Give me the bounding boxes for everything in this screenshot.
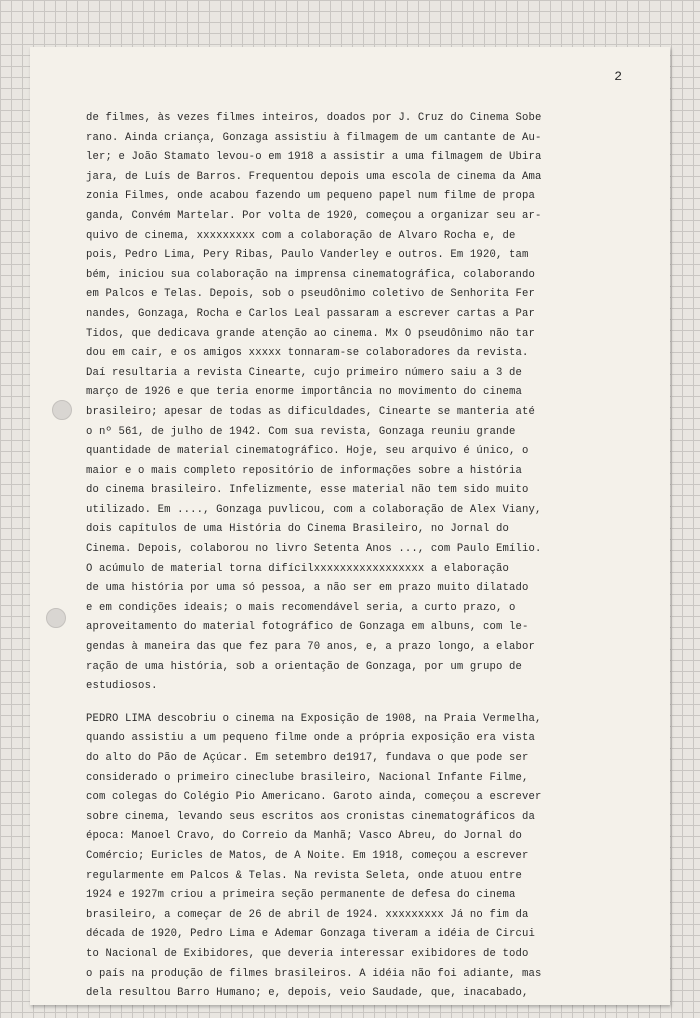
text-line: quantidade de material cinematográfico. Hoje, seu arquivo é único, o bbox=[86, 445, 529, 458]
text-line: Tidos, que dedicava grande atenção ao cinema. Mx O pseudônimo não tar bbox=[86, 327, 536, 340]
text-line: quivo de cinema, xxxxxxxxx com a colaboração de Alvaro Rocha e, de bbox=[86, 229, 516, 242]
body-text bbox=[86, 109, 646, 1004]
text-line: época: Manoel Cravo, do Correio da Manhã; Vasco Abreu, do Jornal do bbox=[86, 830, 522, 843]
text-line: regularmente em Palcos & Telas. Na revista Seleta, onde atuou entre bbox=[86, 869, 522, 882]
paragraph-gap bbox=[86, 697, 646, 710]
text-line: março de 1926 e que teria enorme importância no movimento do cinema bbox=[86, 386, 522, 399]
text-line: maior e o mais completo repositório de informações sobre a história bbox=[86, 464, 522, 477]
punch-hole bbox=[52, 400, 72, 420]
text-line: sobre cinema, levando seus escritos aos cronistas cinematográficos da bbox=[86, 810, 536, 823]
text-line: brasileiro; apesar de todas as dificuldades, Cinearte se manteria até bbox=[86, 405, 536, 418]
text-line: Daí resultaria a revista Cinearte, cujo primeiro número saiu a 3 de bbox=[86, 366, 522, 379]
text-line: ler; e João Stamato levou-o em 1918 a assistir a uma filmagem de Ubira bbox=[86, 151, 542, 164]
text-line: o nº 561, de julho de 1942. Com sua revista, Gonzaga reuniu grande bbox=[86, 425, 516, 438]
text-line: nandes, Gonzaga, Rocha e Carlos Leal passaram a escrever cartas a Par bbox=[86, 307, 536, 320]
text-line: O acúmulo de material torna difícilxxxxxxxxxxxxxxxxx a elaboração bbox=[86, 562, 509, 575]
text-line: década de 1920, Pedro Lima e Ademar Gonzaga tiveram a idéia de Circui bbox=[86, 928, 536, 941]
text-line: to Nacional de Exibidores, que deveria interessar exibidores de todo bbox=[86, 947, 529, 960]
text-line: ganda, Convém Martelar. Por volta de 1920, começou a organizar seu ar- bbox=[86, 209, 542, 222]
text-line: dois capítulos de uma História do Cinema Brasileiro, no Jornal do bbox=[86, 523, 509, 536]
text-line: rano. Ainda criança, Gonzaga assistiu à filmagem de um cantante de Au- bbox=[86, 131, 542, 144]
text-line: brasileiro, a começar de 26 de abril de 1924. xxxxxxxxx Já no fim da bbox=[86, 908, 529, 921]
page-number: 2 bbox=[614, 69, 622, 84]
text-line: estudiosos. bbox=[86, 680, 158, 693]
text-line: dela resultou Barro Humano; e, depois, veio Saudade, que, inacabado, bbox=[86, 987, 529, 1000]
text-line: com colegas do Colégio Pio Americano. Garoto ainda, começou a escrever bbox=[86, 791, 542, 804]
text-line: e em condições ideais; o mais recomendável seria, a curto prazo, o bbox=[86, 601, 516, 614]
text-line: pois, Pedro Lima, Pery Ribas, Paulo Vanderley e outros. Em 1920, tam bbox=[86, 249, 529, 262]
text-line: do cinema brasileiro. Infelizmente, esse material não tem sido muito bbox=[86, 484, 529, 497]
paragraph-2 bbox=[86, 710, 646, 1004]
text-line: aproveitamento do material fotográfico de Gonzaga em albuns, com le- bbox=[86, 621, 529, 634]
text-line: o país na produção de filmes brasileiros. A idéia não foi adiante, mas bbox=[86, 967, 542, 980]
text-line: do alto do Pão de Açúcar. Em setembro de1917, fundava o que pode ser bbox=[86, 752, 529, 764]
paragraph-1 bbox=[86, 109, 646, 697]
text-line: 1924 e 1927m criou a primeira seção permanente de defesa do cinema bbox=[86, 889, 516, 902]
text-line: de filmes, às vezes filmes inteiros, doados por J. Cruz do Cinema Sobe bbox=[86, 112, 542, 124]
text-line: gendas à maneira das que fez para 70 anos, e, a prazo longo, a elabor bbox=[86, 641, 536, 654]
text-line: bém, iniciou sua colaboração na imprensa cinematográfica, colaborando bbox=[86, 268, 536, 281]
text-line: Comércio; Euricles de Matos, de A Noite. Em 1918, começou a escrever bbox=[86, 849, 529, 862]
text-line: de uma história por uma só pessoa, a não ser em prazo muito dilatado bbox=[86, 582, 529, 595]
text-line: dou em cair, e os amigos xxxxx tonnaram-se colaboradores da revista. bbox=[86, 347, 529, 360]
text-line: jara, de Luís de Barros. Frequentou depois uma escola de cinema da Ama bbox=[86, 170, 542, 183]
text-line: ração de uma história, sob a orientação de Gonzaga, por um grupo de bbox=[86, 660, 522, 673]
text-line: quando assistiu a um pequeno filme onde a própria exposição era vista bbox=[86, 732, 536, 745]
punch-hole bbox=[46, 608, 66, 628]
typewritten-page bbox=[30, 47, 670, 1005]
text-line: PEDRO LIMA descobriu o cinema na Exposição de 1908, na Praia Vermelha, bbox=[86, 712, 542, 725]
text-line: em Palcos e Telas. Depois, sob o pseudônimo coletivo de Senhorita Fer bbox=[86, 288, 536, 301]
text-line: utilizado. Em ...., Gonzaga puvlicou, com a colaboração de Alex Viany, bbox=[86, 503, 542, 516]
text-line: Cinema. Depois, colaborou no livro Setenta Anos ..., com Paulo Emílio. bbox=[86, 543, 542, 556]
text-line: zonia Filmes, onde acabou fazendo um pequeno papel num filme de propa bbox=[86, 190, 536, 203]
text-line: considerado o primeiro cineclube brasileiro, Nacional Infante Filme, bbox=[86, 771, 529, 784]
